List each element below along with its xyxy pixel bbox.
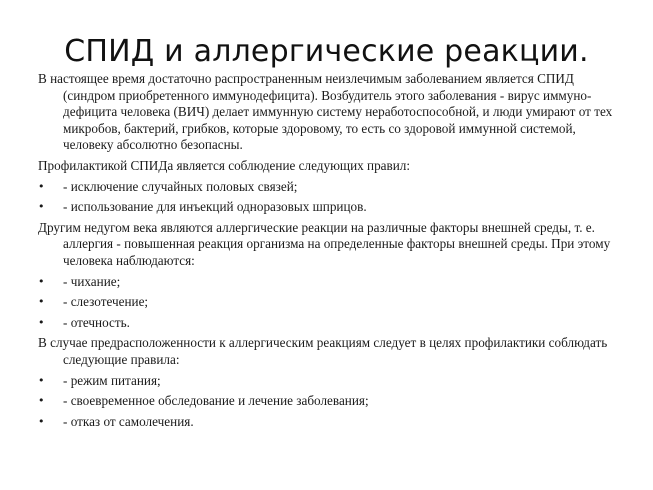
bullet-icon: • [38, 315, 45, 329]
list-item-text: - режим питания; [63, 372, 161, 388]
list-item-text: - отказ от самолечения. [63, 413, 194, 429]
bullet-icon: • [38, 295, 45, 309]
bullet-icon: • [38, 414, 45, 428]
list-item-text: - чихание; [63, 273, 121, 289]
bullet-icon: • [38, 373, 45, 387]
bullet-icon: • [38, 179, 45, 193]
list-item-text: - отечность. [63, 314, 130, 330]
list-item [38, 414, 613, 431]
list-item [38, 393, 613, 410]
bullet-icon: • [38, 200, 45, 214]
bullet-icon: • [38, 274, 45, 288]
list-item [38, 294, 613, 311]
list-item [38, 199, 613, 216]
slide-title: СПИД и аллергические реакции. [64, 34, 589, 70]
paragraph-aids-intro: В настоящее время достаточно распространенным неизлечимым заболеванием является СПИД (синдром приобретенного иммунодефицита). Возбудитель этого заболевания - вирус иммуно-дефицита человека (ВИЧ) делает иммунную систему неработоспособной, и люди умирают от тех микробов, бактерий, грибков, которые здоровому, то есть со здоровой иммунной системой, человеку абсолютно безопасны. [38, 71, 613, 153]
list-item [38, 179, 613, 196]
list-item-text: - слезотечение; [63, 294, 149, 310]
list-item [38, 315, 613, 332]
paragraph-allergy-prevention: В случае предрасположенности к аллергическим реакциям следует в целях профилактики соблюдать следующие правила: [38, 335, 608, 367]
slide-body [38, 71, 613, 434]
list-item [38, 274, 613, 291]
list-item [38, 373, 613, 390]
bullet-icon: • [38, 394, 45, 408]
paragraph-aids-prevention: Профилактикой СПИДа является соблюдение следующих правил: [38, 157, 411, 173]
list-item-text: - своевременное обследование и лечение заболевания; [63, 393, 369, 409]
list-item-text: - использование для инъекций одноразовых шприцов. [63, 199, 367, 215]
list-item-text: - исключение случайных половых связей; [63, 178, 298, 194]
paragraph-allergy-intro: Другим недугом века являются аллергические реакции на различные факторы внешней среды, т. е. аллергия - повышенная реакция организма на определенные факторы внешней среды. При этому человека наблюдаются: [38, 219, 611, 268]
